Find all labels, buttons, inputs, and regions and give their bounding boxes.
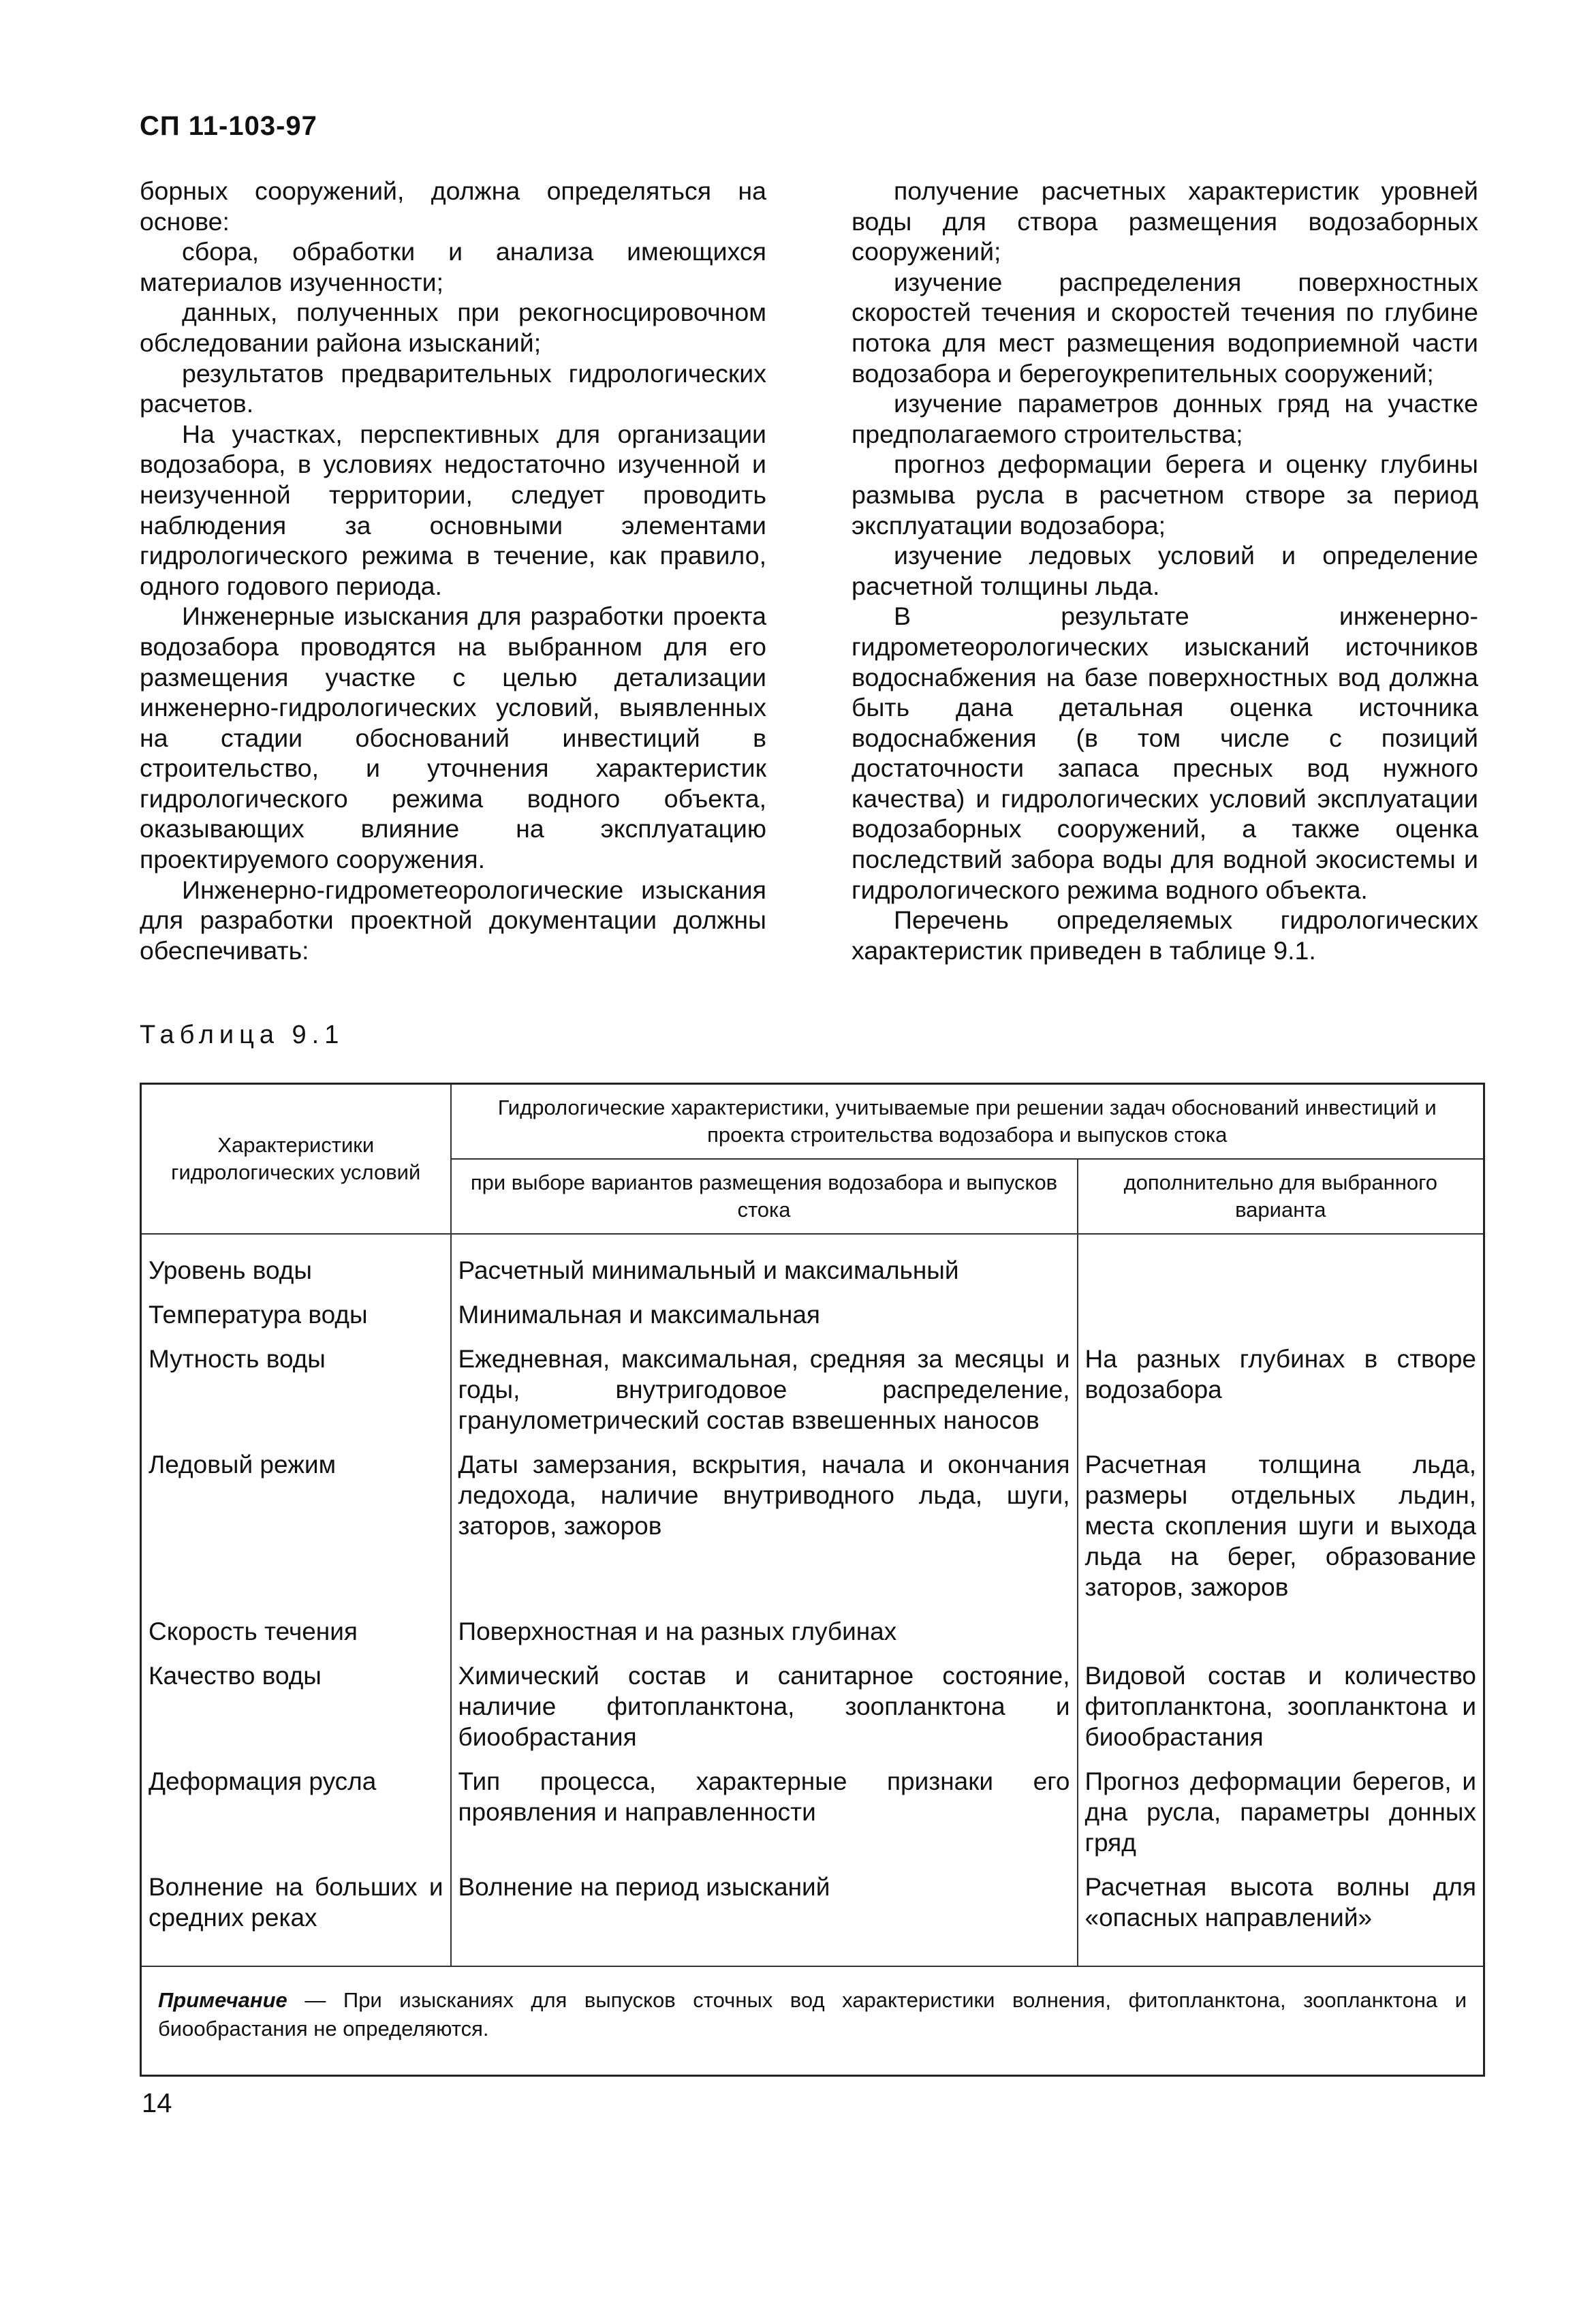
paragraph: В результате инженерно-гидрометеорологических изысканий источников водоснабжения на базе поверхностных вод должна быть дана детальная оценка источника водоснабжения (в том числе с позиций достаточности запаса пресных вод нужного качества) и гидрологических условий эксплуатации водозаборных сооружений, а также оценка последствий забора воды для водной экосистемы и гидрологического режима водного объекта. <box>852 602 1478 904</box>
paragraph: данных, полученных при рекогносцировочном обследовании района изысканий; <box>140 298 766 357</box>
paragraph: изучение параметров донных гряд на участке предполагаемого строительства; <box>852 389 1478 448</box>
column-header-group: Гидрологические характеристики, учитываемые при решении задач обоснований инвестиций и проекта строительства водозабора и выпусков стока <box>451 1084 1484 1160</box>
cell-condition: Уровень воды <box>141 1234 451 1295</box>
cell-selection: Даты замерзания, вскрытия, начала и окончания ледохода, наличие внутриводного льда, шуги, заторов, зажоров <box>451 1445 1078 1612</box>
paragraph: изучение ледовых условий и определение расчетной толщины льда. <box>852 541 1478 600</box>
column-header-additional: дополнительно для выбранного варианта <box>1078 1159 1484 1234</box>
paragraph: получение расчетных характеристик уровней воды для створа размещения водозаборных сооружений; <box>852 176 1478 266</box>
cell-additional <box>1078 1612 1484 1656</box>
cell-selection: Химический состав и санитарное состояние, наличие фитопланктона, зоопланктона и биообрастания <box>451 1656 1078 1762</box>
table-row <box>141 1612 1484 1656</box>
cell-additional <box>1078 1295 1484 1339</box>
cell-selection: Поверхностная и на разных глубинах <box>451 1612 1078 1656</box>
table-row <box>141 1656 1484 1762</box>
paragraph: На участках, перспективных для организации водозабора, в условиях недостаточно изученной и неизученной территории, следует проводить наблюдения за основными элементами гидрологического режима в течение, как правило, одного годового периода. <box>140 419 766 600</box>
table-header-row <box>141 1084 1484 1160</box>
paragraph: изучение распределения поверхностных скоростей течения и скоростей течения по глубине потока для мест размещения водоприемной части водозабора и берегоукрепительных сооружений; <box>852 267 1478 388</box>
cell-additional: Видовой состав и количество фитопланктона, зоопланктона и биообрастания <box>1078 1656 1484 1762</box>
paragraph: Инженерно-гидрометеорологические изыскания для разработки проектной документации должны обеспечивать: <box>140 875 766 965</box>
table-note <box>141 1966 1484 2076</box>
right-text-column <box>852 176 1478 965</box>
cell-selection: Расчетный минимальный и максимальный <box>451 1234 1078 1295</box>
cell-condition: Качество воды <box>141 1656 451 1762</box>
cell-additional <box>1078 1234 1484 1295</box>
cell-condition: Мутность воды <box>141 1339 451 1445</box>
page-number: 14 <box>142 2088 172 2118</box>
cell-condition: Волнение на больших и средних реках <box>141 1868 451 1966</box>
table <box>140 1083 1485 2077</box>
cell-additional: Расчетная толщина льда, размеры отдельных льдин, места скопления шуги и выхода льда на берег, образование заторов, зажоров <box>1078 1445 1484 1612</box>
document-code: СП 11-103-97 <box>140 111 317 141</box>
cell-condition: Температура воды <box>141 1295 451 1339</box>
paragraph: прогноз деформации берега и оценку глубины размыва русла в расчетном створе за период эксплуатации водозабора; <box>852 450 1478 540</box>
column-header-conditions: Характеристики гидрологических условий <box>141 1084 451 1235</box>
cell-selection: Ежедневная, максимальная, средняя за месяцы и годы, внутригодовое распределение, гранулометрический состав взвешенных наносов <box>451 1339 1078 1445</box>
paragraph: Перечень определяемых гидрологических характеристик приведен в таблице 9.1. <box>852 905 1478 965</box>
column-header-selection: при выборе вариантов размещения водозабора и выпусков стока <box>451 1159 1078 1234</box>
cell-selection: Минимальная и максимальная <box>451 1295 1078 1339</box>
table-row <box>141 1762 1484 1868</box>
cell-additional: На разных глубинах в створе водозабора <box>1078 1339 1484 1445</box>
cell-additional: Прогноз деформации берегов, и дна русла, параметры донных гряд <box>1078 1762 1484 1868</box>
cell-selection: Тип процесса, характерные признаки его проявления и направленности <box>451 1762 1078 1868</box>
cell-additional: Расчетная высота волны для «опасных направлений» <box>1078 1868 1484 1966</box>
paragraph: борных сооружений, должна определяться на основе: <box>140 176 766 236</box>
table-row <box>141 1339 1484 1445</box>
cell-condition: Деформация русла <box>141 1762 451 1868</box>
paragraph: сбора, обработки и анализа имеющихся материалов изученности; <box>140 237 766 296</box>
hydrology-table <box>140 1083 1483 2077</box>
table-caption: Таблица 9.1 <box>140 1021 345 1049</box>
cell-condition: Скорость течения <box>141 1612 451 1656</box>
table-row <box>141 1868 1484 1966</box>
table-row <box>141 1234 1484 1295</box>
table-row <box>141 1445 1484 1612</box>
cell-condition: Ледовый режим <box>141 1445 451 1612</box>
paragraph: Инженерные изыскания для разработки проекта водозабора проводятся на выбранном для его размещения участке с целью детализации инженерно-гидрологических условий, выявленных на стадии обоснований инвестиций в строительство, и уточнения характеристик гидрологического режима водного объекта, оказывающих влияние на эксплуатацию проектируемого сооружения. <box>140 602 766 874</box>
table-row <box>141 1295 1484 1339</box>
cell-selection: Волнение на период изысканий <box>451 1868 1078 1966</box>
table-note-row <box>141 1966 1484 2076</box>
paragraph: результатов предварительных гидрологических расчетов. <box>140 358 766 418</box>
note-text: — При изысканиях для выпусков сточных вод характеристики волнения, фитопланктона, зоопланктона и биообрастания не определяются. <box>158 1988 1467 2041</box>
left-text-column <box>140 176 766 965</box>
note-label: Примечание <box>158 1988 287 2012</box>
